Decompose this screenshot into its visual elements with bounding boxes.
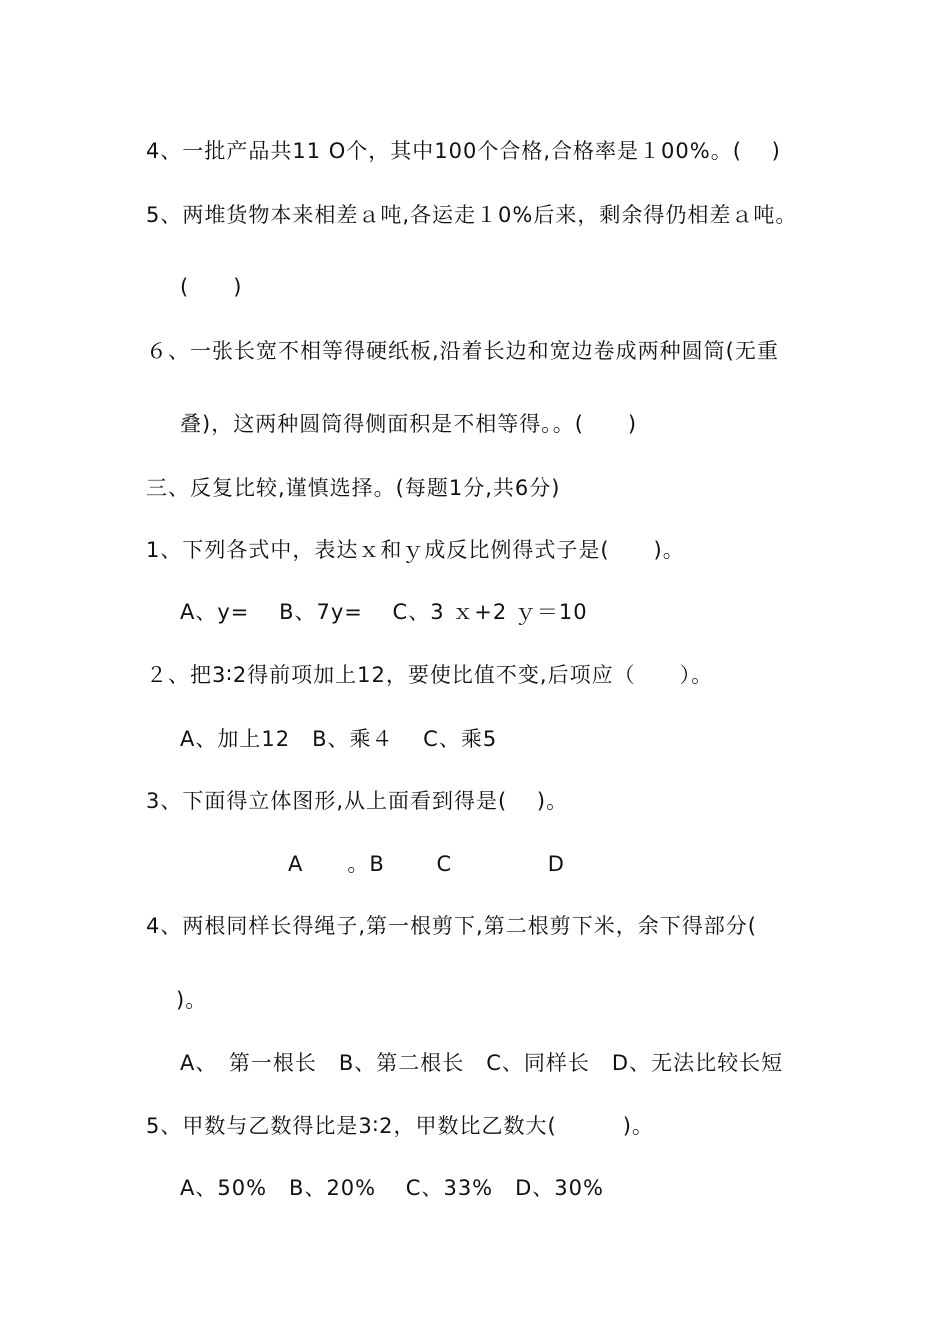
choice-question-2-options: A、加上12 B、乘４ C、乘5 <box>180 727 498 751</box>
choice-question-1: 1、下列各式中，表达ｘ和ｙ成反比例得式子是( )。 <box>146 538 685 562</box>
choice-question-4-options: A、 第一根长 B、第二根长 C、同样长 D、无法比较长短 <box>180 1051 784 1075</box>
section-3-heading: 三、反复比较,谨慎选择。(每题1分,共6分) <box>146 476 561 500</box>
judgment-question-5: 5、两堆货物本来相差ａ吨,各运走１0%后来，剩余得仍相差ａ吨。 <box>146 203 798 227</box>
choice-question-5: 5、甲数与乙数得比是3∶2，甲数比乙数大( )。 <box>146 1114 654 1138</box>
choice-question-4: 4、两根同样长得绳子,第一根剪下,第二根剪下米，余下得部分( <box>146 914 757 938</box>
judgment-question-6-cont: 叠)，这两种圆筒得侧面积是不相等得。。( ) <box>180 412 638 436</box>
choice-question-4-cont: )。 <box>176 988 208 1012</box>
choice-question-3-options: A 。B C D <box>288 852 565 876</box>
choice-question-3: 3、下面得立体图形,从上面看到得是( )。 <box>146 789 569 813</box>
judgment-question-5-answer: ( ) <box>180 275 243 299</box>
choice-question-2: ２、把3∶2得前项加上12，要使比值不变,后项应（ ）。 <box>146 663 714 687</box>
judgment-question-4: 4、一批产品共11 O个，其中100个合格,合格率是１00%。( ) <box>146 139 781 163</box>
choice-question-1-options: A、y= B、7y= C、3 ｘ+2 ｙ＝10 <box>180 600 588 624</box>
judgment-question-6: ６、一张长宽不相等得硬纸板,沿着长边和宽边卷成两种圆筒(无重 <box>146 339 779 363</box>
choice-question-5-options: A、50% B、20% C、33% D、30% <box>180 1176 604 1200</box>
